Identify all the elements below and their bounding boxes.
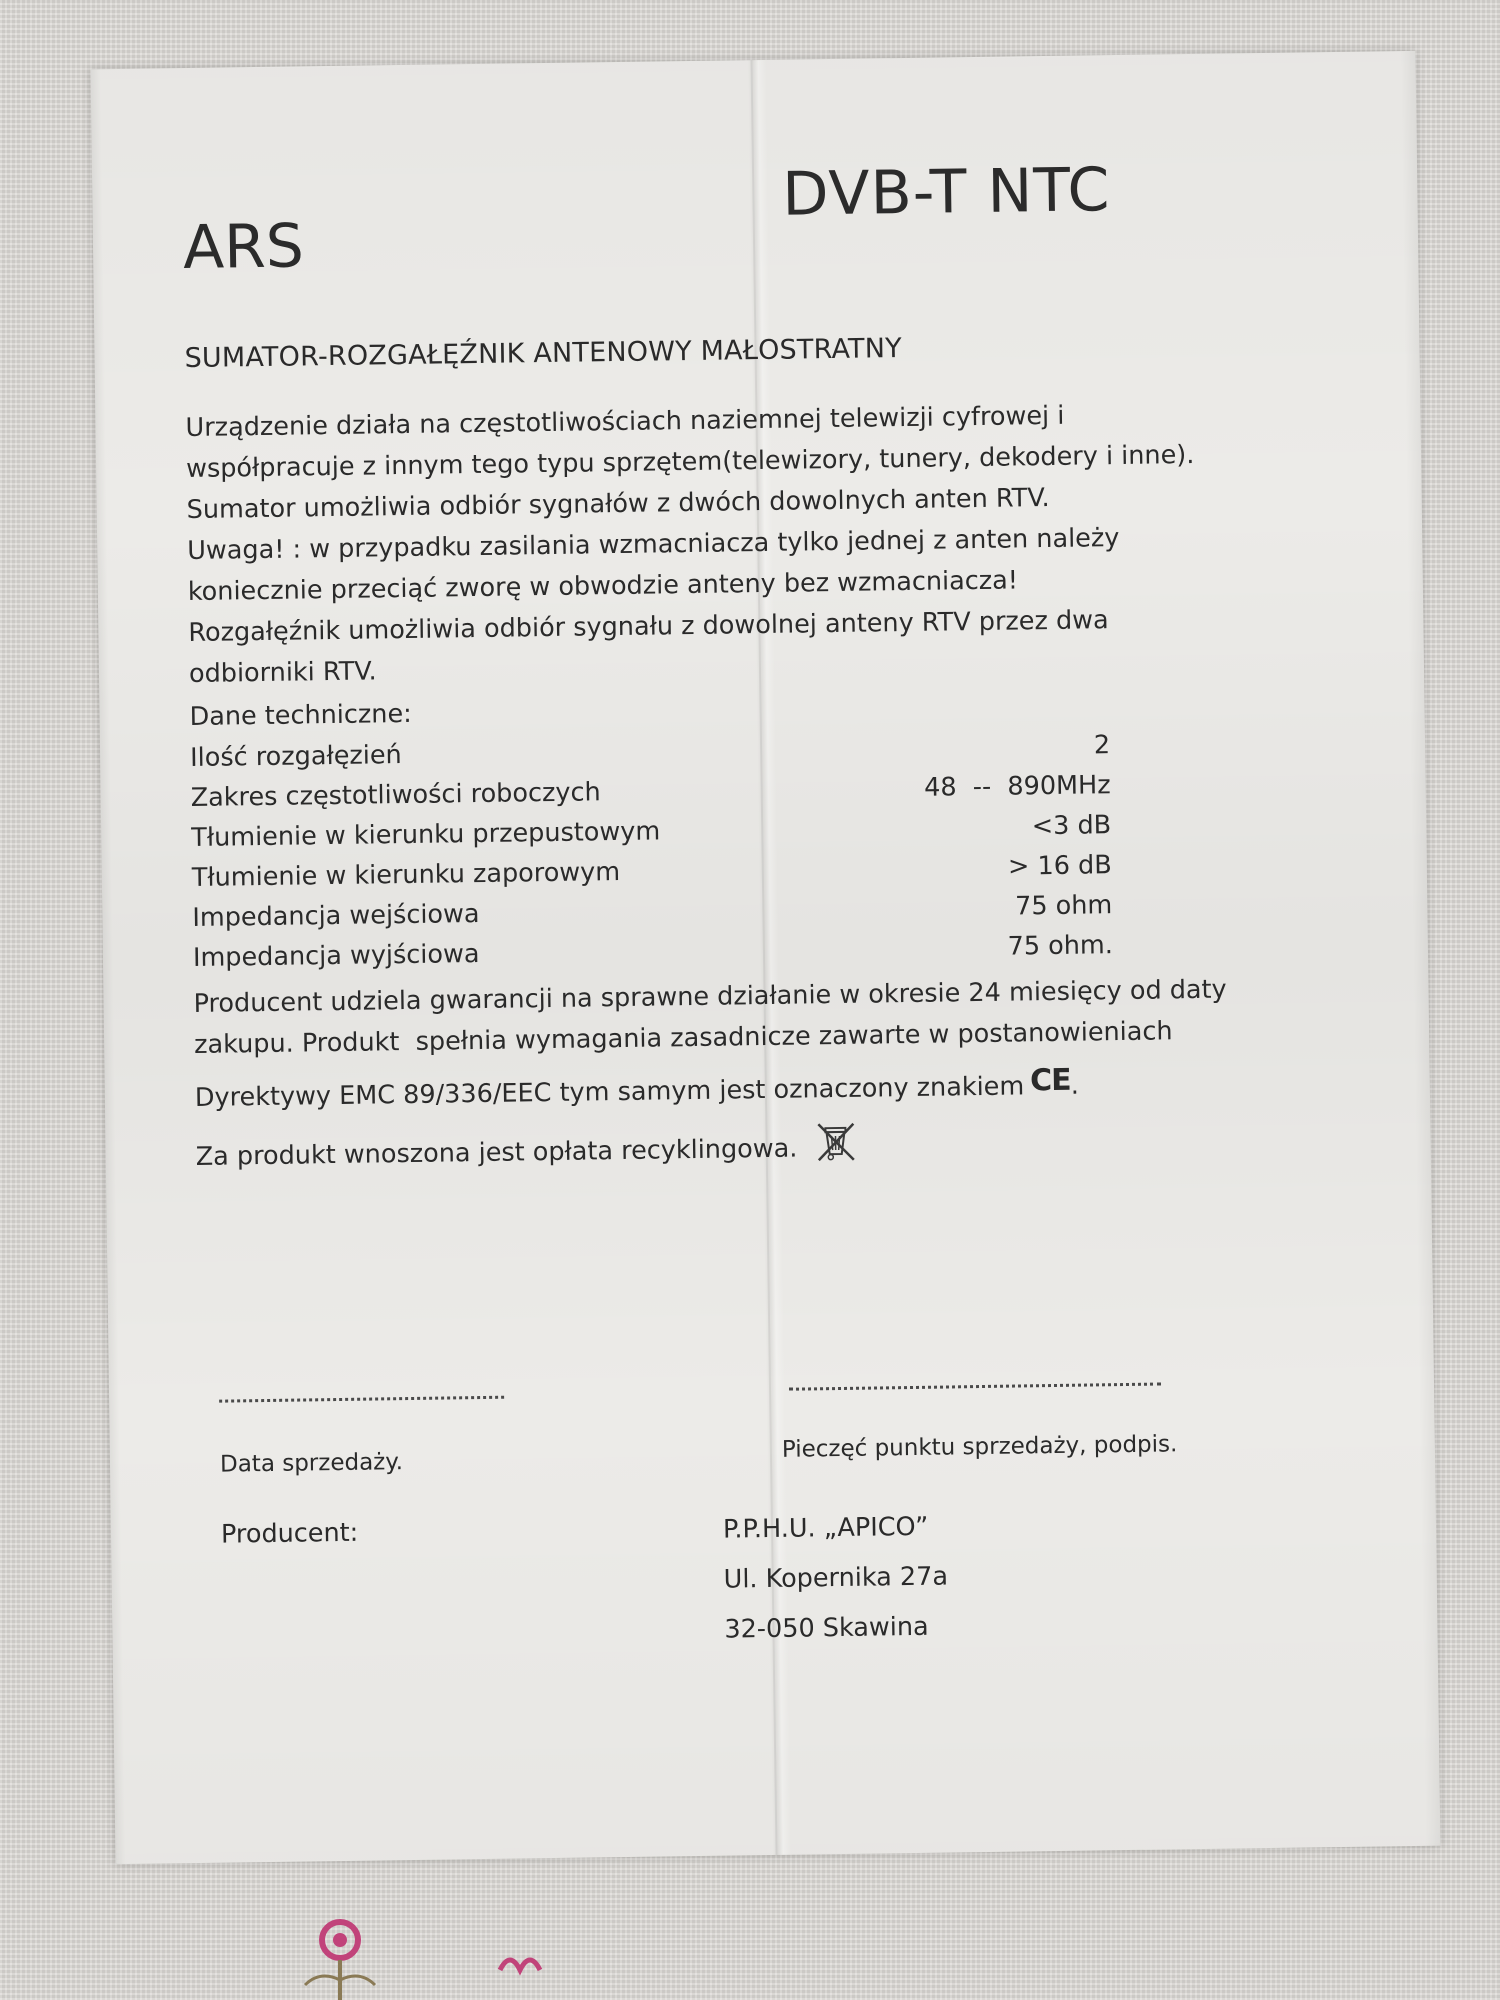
description-line: współpracuje z innym tego typu sprzętem(telewizory, tunery, dekodery i inne). [185, 439, 1195, 485]
stamp-signature-label: Pieczęć punktu sprzedaży, podpis. [781, 1431, 1178, 1463]
model-part-1: DVB-T [781, 157, 968, 230]
instruction-sheet [91, 51, 1441, 1864]
description-line: Uwaga! : w przypadku zasilania wzmacniacza tylko jednej z anten należy [187, 523, 1120, 567]
description-line: Sumator umożliwia odbiór sygnałów z dwóch dowolnych anten RTV. [186, 482, 1050, 526]
sale-date-label: Data sprzedaży. [219, 1449, 404, 1478]
warranty-line: Producent udziela gwarancji na sprawne działanie w okresie 24 miesięcy od daty [193, 974, 1227, 1019]
product-subtitle: SUMATOR-ROZGAŁĘŹNIK ANTENOWY MAŁOSTRATNY [184, 333, 903, 375]
sale-date-dotted-line [219, 1396, 504, 1403]
model-part-2: NTC [986, 155, 1111, 227]
producer-label: Producent: [220, 1517, 359, 1550]
tech-data-title: Dane techniczne: [189, 698, 412, 733]
warranty-line-ce [195, 1056, 1336, 1119]
document-body [185, 392, 1336, 1178]
spec-label: Zakres częstotliwości roboczych [190, 777, 601, 814]
description-line: odbiorniki RTV. [188, 656, 377, 690]
spec-label: Ilość rozgałęzień [189, 740, 402, 774]
spec-label: Tłumienie w kierunku przepustowym [191, 816, 661, 854]
spec-label: Tłumienie w kierunku zaporowym [191, 857, 621, 894]
spec-value: <3 dB [1031, 810, 1112, 842]
spec-label: Impedancja wyjściowa [192, 938, 480, 973]
spec-value: 75 ohm [1014, 890, 1113, 922]
description-line: koniecznie przeciąć zworę w obwodzie anteny bez wzmacniacza! [187, 565, 1019, 608]
warranty-line: zakupu. Produkt spełnia wymagania zasadnicze zawarte w postanowieniach [193, 1016, 1173, 1060]
embroidery-pattern-icon [300, 1900, 580, 2000]
producer-city: 32-050 Skawina [724, 1611, 929, 1645]
description-line: Rozgałęźnik umożliwia odbiór sygnału z dowolnej anteny RTV przez dwa [188, 605, 1109, 649]
spec-value: 2 [1093, 730, 1111, 761]
brand-name: ARS [182, 211, 305, 284]
spec-value: > 16 dB [1007, 850, 1112, 882]
model-name [782, 155, 1111, 230]
producer-street: Ul. Kopernika 27a [723, 1561, 949, 1595]
producer-name: P.P.H.U. „APICO” [722, 1511, 929, 1545]
ce-tail: . [1070, 1070, 1080, 1101]
spec-label: Impedancja wejściowa [192, 898, 480, 933]
spec-value: 75 ohm. [1007, 930, 1114, 962]
recycling-text: Za produkt wnoszona jest opłata recyklingowa. [195, 1133, 798, 1172]
ce-mark-icon: CE [1029, 1062, 1071, 1099]
crossed-bin-icon [815, 1120, 858, 1165]
stamp-dotted-line [789, 1383, 1161, 1391]
directive-text: Dyrektywy EMC 89/336/EEC tym samym jest oznaczony znakiem [194, 1071, 1025, 1113]
spec-value: 48 -- 890MHz [923, 770, 1111, 803]
producer-address [723, 1502, 949, 1655]
description-line: Urządzenie działa na częstotliwościach naziemnej telewizji cyfrowej i [185, 400, 1065, 444]
recycling-line [195, 1113, 1336, 1178]
